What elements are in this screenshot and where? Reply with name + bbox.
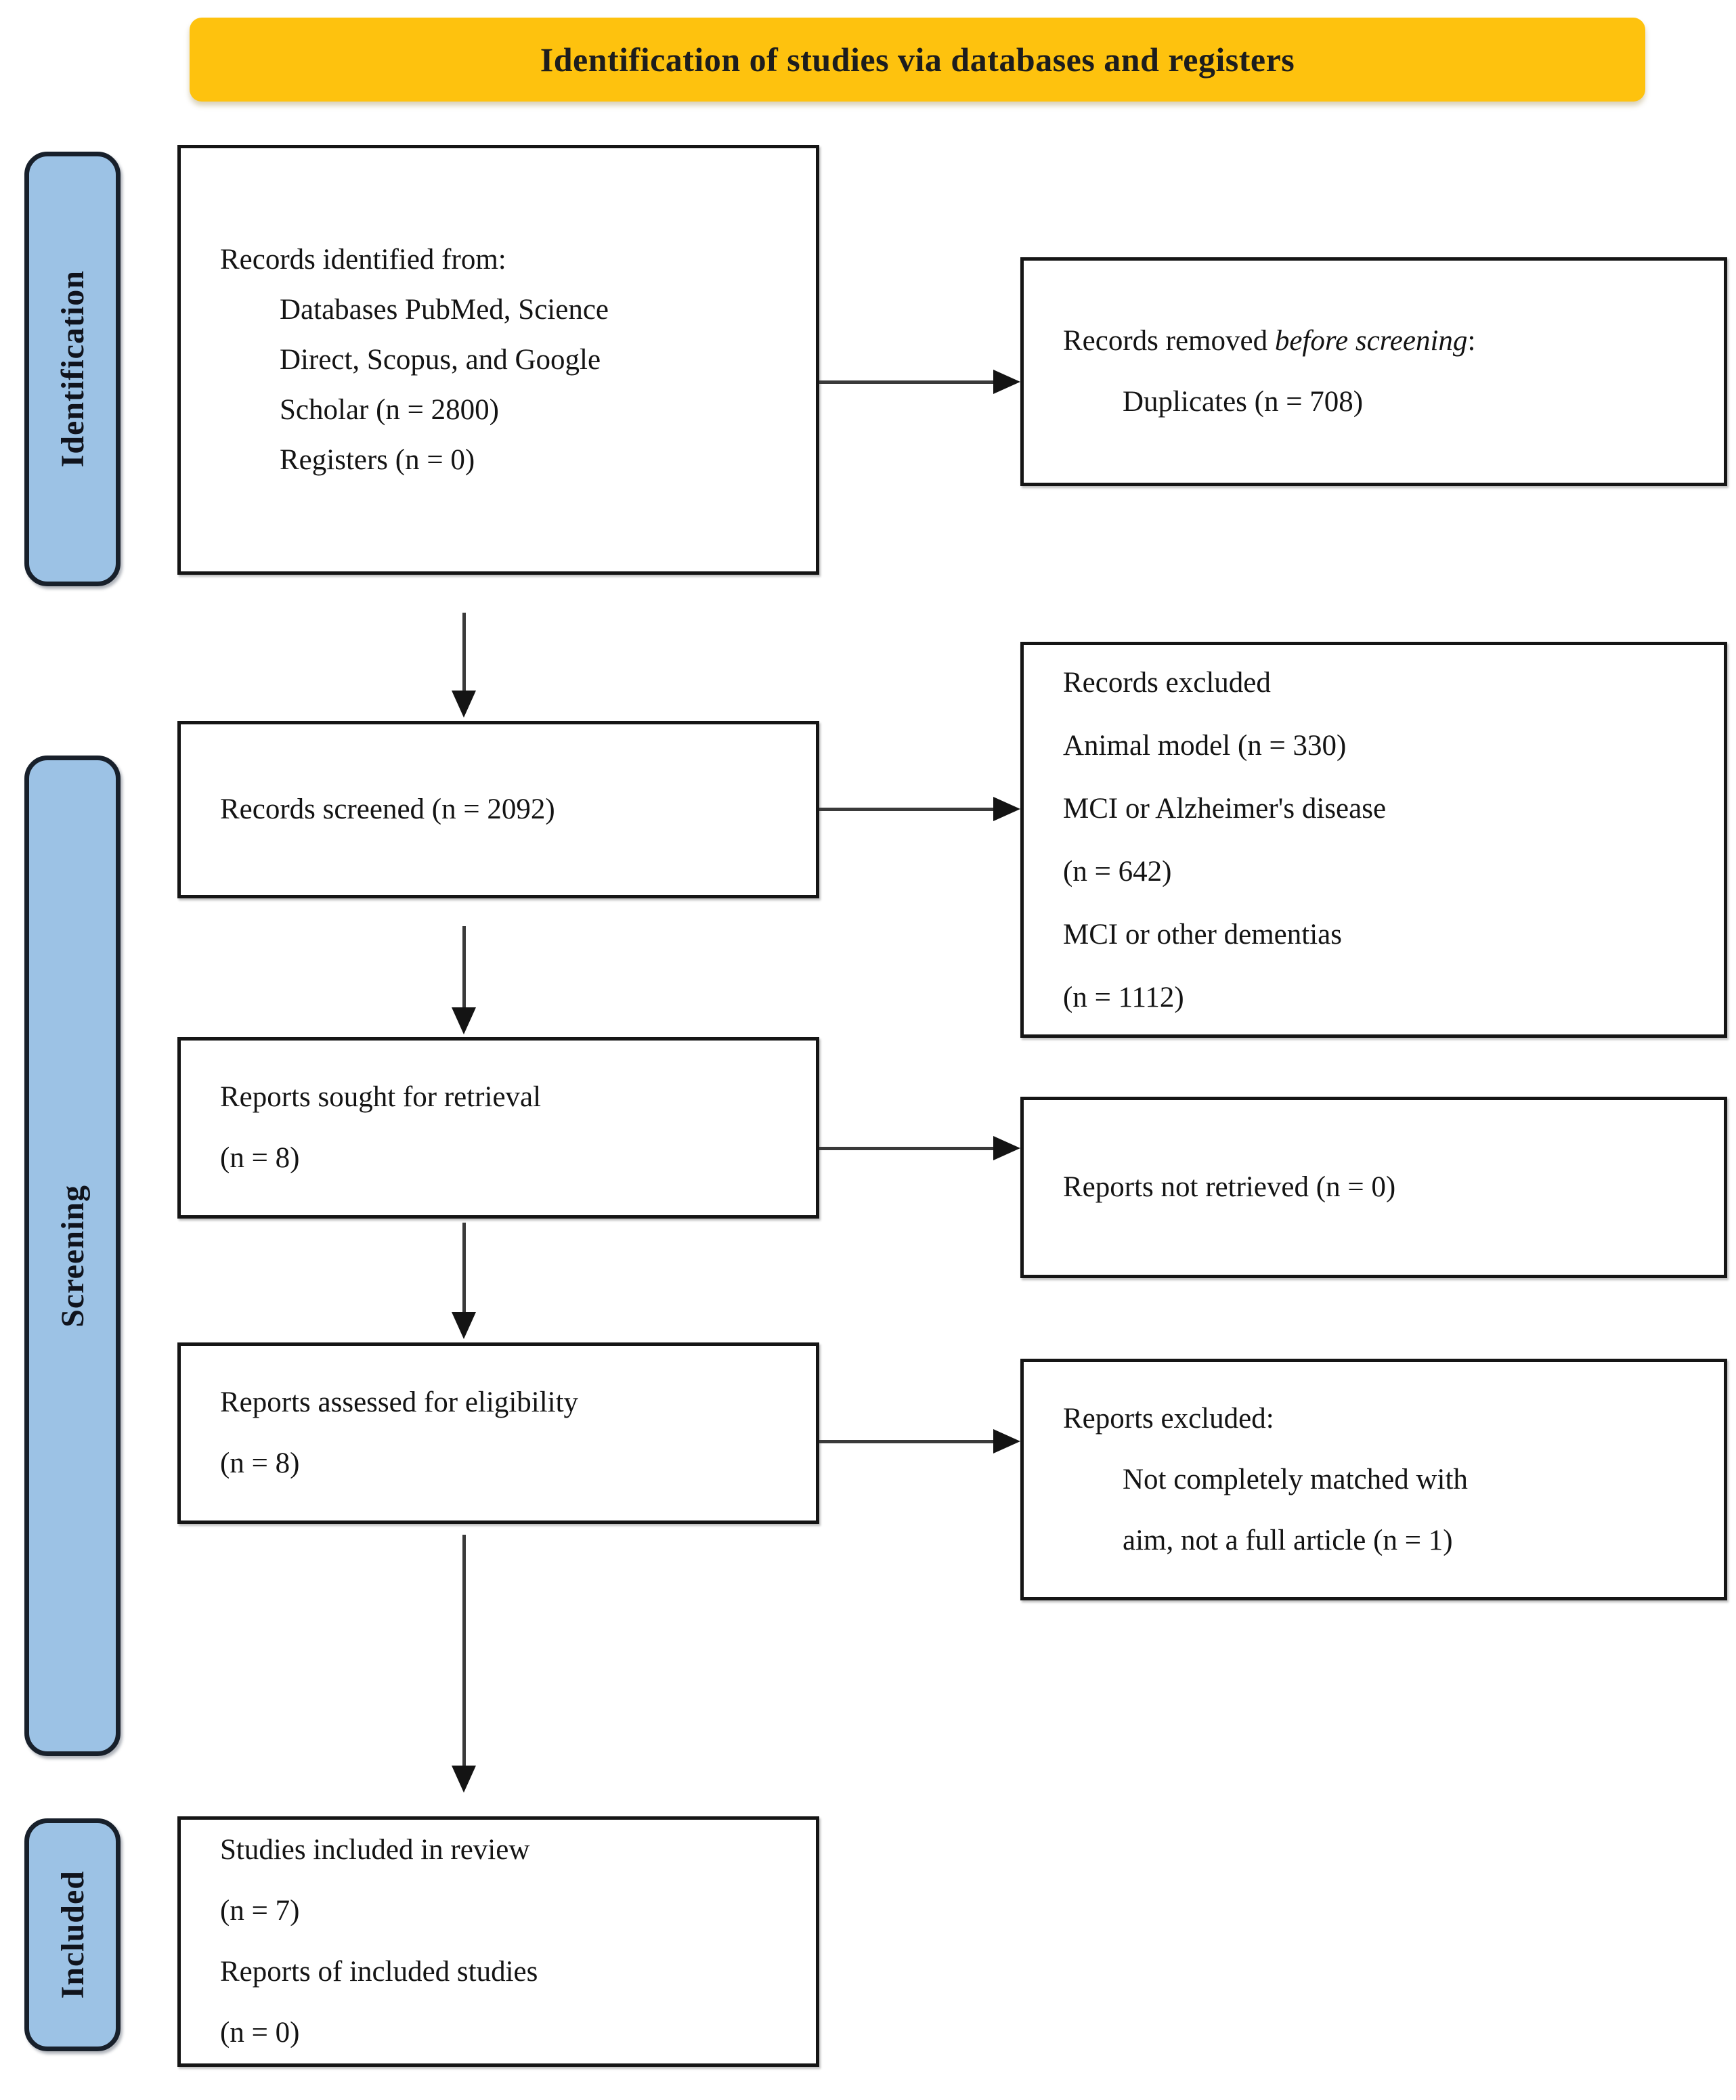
box-studies-included	[177, 1816, 819, 2067]
box-line: (n = 1112)	[1063, 981, 1184, 1013]
box-line: aim, not a full article (n = 1)	[1123, 1524, 1453, 1556]
box-line: Reports sought for retrieval	[220, 1081, 542, 1113]
arrow-assessed-to-included	[462, 1535, 466, 1766]
box-records-excluded	[1020, 642, 1727, 1038]
box-line: Direct, Scopus, and Google	[280, 343, 601, 376]
stage-label-identification-text: Identification	[54, 270, 91, 468]
box-line: (n = 8)	[220, 1447, 300, 1479]
box-line: Reports excluded:	[1063, 1402, 1274, 1435]
box-line-part: :	[1467, 325, 1476, 357]
arrow-screened-to-excluded	[819, 808, 993, 811]
box-records-identified	[177, 145, 819, 575]
box-line-italic-part: before screening	[1274, 325, 1468, 357]
box-line: (n = 7)	[220, 1895, 300, 1927]
box-line: Reports of included studies	[220, 1956, 538, 1988]
box-line-part: Records removed	[1063, 325, 1275, 357]
stage-label-screening-text: Screening	[54, 1184, 91, 1328]
box-reports-not-retrieved	[1020, 1097, 1727, 1278]
stage-label-screening	[24, 756, 121, 1756]
box-records-removed	[1020, 257, 1727, 486]
banner	[190, 18, 1645, 102]
box-line: MCI or Alzheimer's disease	[1063, 792, 1387, 825]
box-records-screened	[177, 721, 819, 898]
arrow-sought-to-not-retrieved	[819, 1147, 993, 1150]
box-line: Registers (n = 0)	[280, 443, 475, 476]
box-reports-excluded	[1020, 1359, 1727, 1600]
stage-label-identification	[24, 152, 121, 586]
box-line: (n = 8)	[220, 1142, 300, 1174]
box-line: MCI or other dementias	[1063, 918, 1342, 950]
box-line: Duplicates (n = 708)	[1123, 386, 1364, 418]
arrow-screened-to-sought	[462, 926, 466, 1007]
box-line: (n = 0)	[220, 2017, 300, 2049]
box-line: Studies included in review	[220, 1834, 530, 1866]
box-line: Records screened (n = 2092)	[220, 793, 555, 825]
box-reports-assessed	[177, 1342, 819, 1524]
banner-title: Identification of studies via databases and registers	[540, 41, 1295, 79]
box-line: Not completely matched with	[1123, 1463, 1468, 1495]
arrow-identified-to-screened	[462, 613, 466, 691]
box-line: Records excluded	[1063, 666, 1271, 699]
box-line: Scholar (n = 2800)	[280, 393, 499, 426]
arrow-sought-to-assessed	[462, 1223, 466, 1312]
box-line: Records identified from:	[220, 243, 506, 276]
box-line: Databases PubMed, Science	[280, 293, 609, 326]
box-line: Animal model (n = 330)	[1063, 729, 1347, 762]
box-reports-sought	[177, 1037, 819, 1219]
box-line: Reports assessed for eligibility	[220, 1386, 579, 1418]
box-line: Reports not retrieved (n = 0)	[1063, 1171, 1396, 1203]
box-line	[1063, 311, 1704, 372]
arrow-identified-to-removed	[819, 380, 993, 384]
stage-label-included	[24, 1818, 121, 2051]
stage-label-included-text: Included	[54, 1871, 91, 1999]
box-line: (n = 642)	[1063, 855, 1172, 888]
arrow-assessed-to-excluded	[819, 1440, 993, 1443]
